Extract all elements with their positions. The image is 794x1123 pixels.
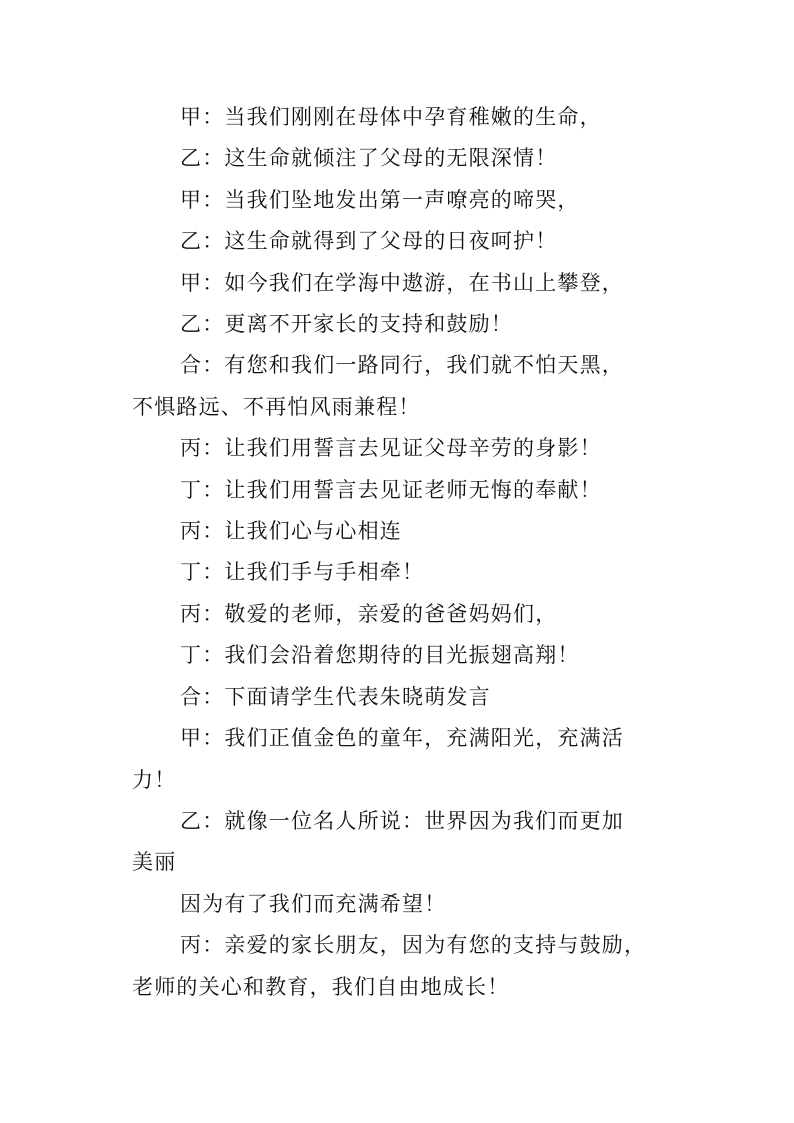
line-16: 甲：我们正值金色的童年，充满阳光，充满活 — [180, 726, 624, 751]
line-21: 丙：亲爱的家长朋友，因为有您的支持与鼓励， — [180, 933, 647, 958]
line-6: 乙：更离不开家长的支持和鼓励！ — [180, 312, 513, 337]
line-11: 丙：让我们心与心相连 — [180, 519, 402, 544]
document-page — [132, 97, 672, 1008]
line-1: 甲：当我们刚刚在母体中孕育稚嫩的生命， — [180, 105, 602, 129]
line-18: 乙：就像一位名人所说：世界因为我们而更加 — [180, 808, 624, 833]
line-7: 合：有您和我们一路同行，我们就不怕天黑， — [180, 353, 624, 378]
line-13: 丙：敬爱的老师，亲爱的爸爸妈妈们， — [180, 601, 558, 626]
line-15: 合：下面请学生代表朱晓萌发言 — [180, 684, 491, 709]
line-17: 力！ — [132, 767, 177, 792]
line-10: 丁：让我们用誓言去见证老师无悔的奉献！ — [180, 477, 602, 502]
line-19: 美丽 — [132, 850, 177, 875]
line-3: 甲：当我们坠地发出第一声嘹亮的啼哭， — [180, 187, 580, 212]
line-14: 丁：我们会沿着您期待的目光振翅高翔！ — [180, 643, 580, 668]
line-8: 不惧路远、不再怕风雨兼程！ — [132, 394, 421, 419]
line-9: 丙：让我们用誓言去见证父母辛劳的身影！ — [180, 436, 602, 461]
line-12: 丁：让我们手与手相牵！ — [180, 560, 425, 585]
line-4: 乙：这生命就得到了父母的日夜呵护！ — [180, 229, 558, 254]
line-22: 老师的关心和教育，我们自由地成长！ — [132, 974, 510, 999]
line-20: 因为有了我们而充满希望！ — [180, 891, 447, 916]
line-5: 甲：如今我们在学海中遨游，在书山上攀登， — [180, 270, 624, 295]
line-2: 乙：这生命就倾注了父母的无限深情！ — [180, 146, 558, 171]
